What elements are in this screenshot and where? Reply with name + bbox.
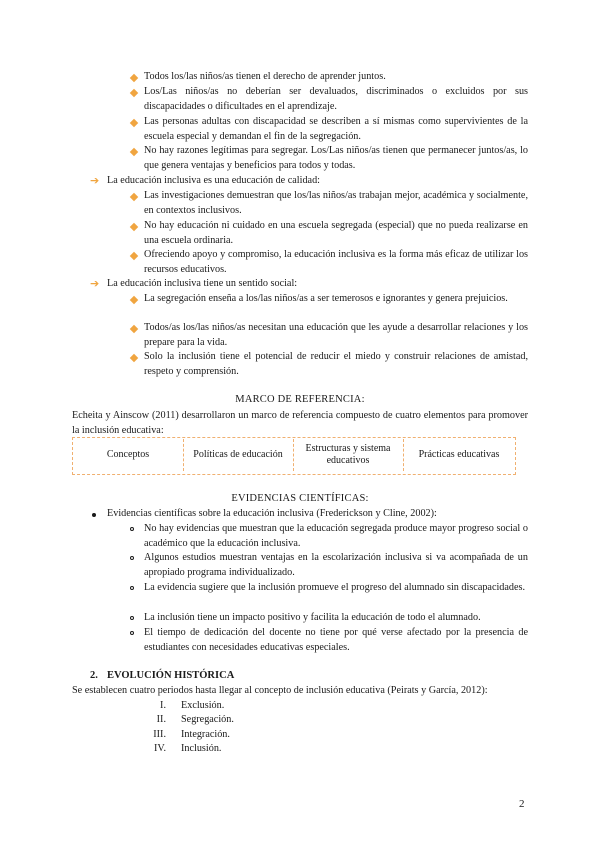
framework-cell: Políticas de educación	[193, 449, 283, 460]
diamond-bullet-icon	[130, 354, 138, 362]
list-item: No hay evidencias que muestran que la educación segregada produce mayor progreso social o académico que la educación inclusiva.	[144, 523, 528, 549]
diamond-bullet-icon	[130, 296, 138, 304]
page-number: 2	[519, 798, 525, 810]
bullet-circle-icon	[130, 527, 134, 531]
section-heading-marco: MARCO DE REFERENCIA:	[235, 394, 365, 405]
framework-cell: Estructuras y sistema educativos	[305, 443, 391, 466]
bullet-circle-icon	[130, 586, 134, 590]
bullet-dot-icon	[92, 513, 96, 517]
roman-numeral: IV.	[154, 743, 166, 754]
roman-numeral: II.	[156, 714, 166, 725]
list-item: Los/Las niños/as no deberían ser devaluados, discriminados o excluidos por sus discapacidades o dificultades en el aprendizaje.	[144, 86, 528, 112]
list-item: La evidencia sugiere que la inclusión promueve el progreso del alumnado sin discapacidades.	[144, 582, 526, 593]
framework-cell: Conceptos	[106, 449, 150, 460]
list-item: Las investigaciones demuestran que los/las niños/as trabajan mejor, académica y socialmente, en contextos inclusivos.	[144, 190, 528, 216]
list-item: Ofreciendo apoyo y compromiso, la educación inclusiva es la forma más eficaz de utilizar los recursos educativos.	[144, 249, 528, 275]
section-lead: La educación inclusiva tiene un sentido social:	[107, 278, 298, 289]
list-item: El tiempo de dedicación del docente no tiene por qué verse afectado por la presencia de estudiantes con necesidades educativas especiales.	[144, 627, 528, 653]
bullet-circle-icon	[130, 616, 134, 620]
list-item: Evidencias científicas sobre la educación inclusiva (Frederickson y Cline, 2002):	[107, 508, 437, 519]
diamond-bullet-icon	[130, 193, 138, 201]
list-item: La segregación enseña a los/las niños/as a ser temerosos e ignorantes y genera prejuicios.	[144, 293, 508, 304]
list-item: La inclusión tiene un impacto positivo y facilita la educación de todo el alumnado.	[144, 612, 481, 623]
section-heading-evidencias: EVIDENCIAS CIENTÍFICAS:	[231, 493, 369, 504]
list-item: Todos/as los/las niños/as necesitan una educación que les ayude a desarrollar relaciones y los prepare para la vida.	[144, 322, 528, 348]
diamond-bullet-icon	[130, 148, 138, 156]
list-item: Las personas adultas con discapacidad se describen a sí mismas como supervivientes de la escuela especial y demandan el fin de la segregación.	[144, 116, 528, 142]
list-item: Solo la inclusión tiene el potencial de reducir el miedo y construir relaciones de amistad, respeto y comprensión.	[144, 351, 528, 377]
roman-numeral: III.	[153, 729, 166, 740]
arrow-right-icon: ➔	[90, 174, 100, 187]
diamond-bullet-icon	[130, 252, 138, 260]
diamond-bullet-icon	[130, 119, 138, 127]
list-item: No hay educación ni cuidado en una escuela segregada (especial) que no pueda realizarse en una escuela ordinaria.	[144, 220, 528, 246]
list-item: No hay razones legítimas para segregar. Los/Las niños/as tienen que permanecer juntos/as, lo que genera ventajas y beneficios para todos y todas.	[144, 145, 528, 171]
framework-cell: Prácticas educativas	[418, 449, 500, 460]
diamond-bullet-icon	[130, 89, 138, 97]
period-item: Segregación.	[181, 714, 234, 725]
list-item: Algunos estudios muestran ventajas en la escolarización inclusiva si va acompañada de un apropiado programa individualizado.	[144, 552, 528, 578]
arrow-right-icon: ➔	[90, 277, 100, 290]
list-item: Todos los/las niños/as tienen el derecho de aprender juntos.	[144, 71, 386, 82]
bullet-circle-icon	[130, 556, 134, 560]
period-item: Exclusión.	[181, 700, 225, 711]
bullet-circle-icon	[130, 631, 134, 635]
section-heading-evolucion: EVOLUCIÓN HISTÓRICA	[107, 670, 235, 681]
roman-numeral: I.	[160, 700, 166, 711]
section-number: 2.	[90, 670, 98, 681]
diamond-bullet-icon	[130, 74, 138, 82]
evolucion-intro: Se establecen cuatro periodos hasta llegar al concepto de inclusión educativa (Peirats y García, 2012):	[72, 685, 488, 696]
period-item: Inclusión.	[181, 743, 222, 754]
period-item: Integración.	[181, 729, 230, 740]
diamond-bullet-icon	[130, 223, 138, 231]
section-lead: La educación inclusiva es una educación de calidad:	[107, 175, 320, 186]
marco-intro: Echeita y Ainscow (2011) desarrollaron un marco de referencia compuesto de cuatro elementos para promover la inclusión educativa:	[72, 410, 528, 436]
diamond-bullet-icon	[130, 325, 138, 333]
